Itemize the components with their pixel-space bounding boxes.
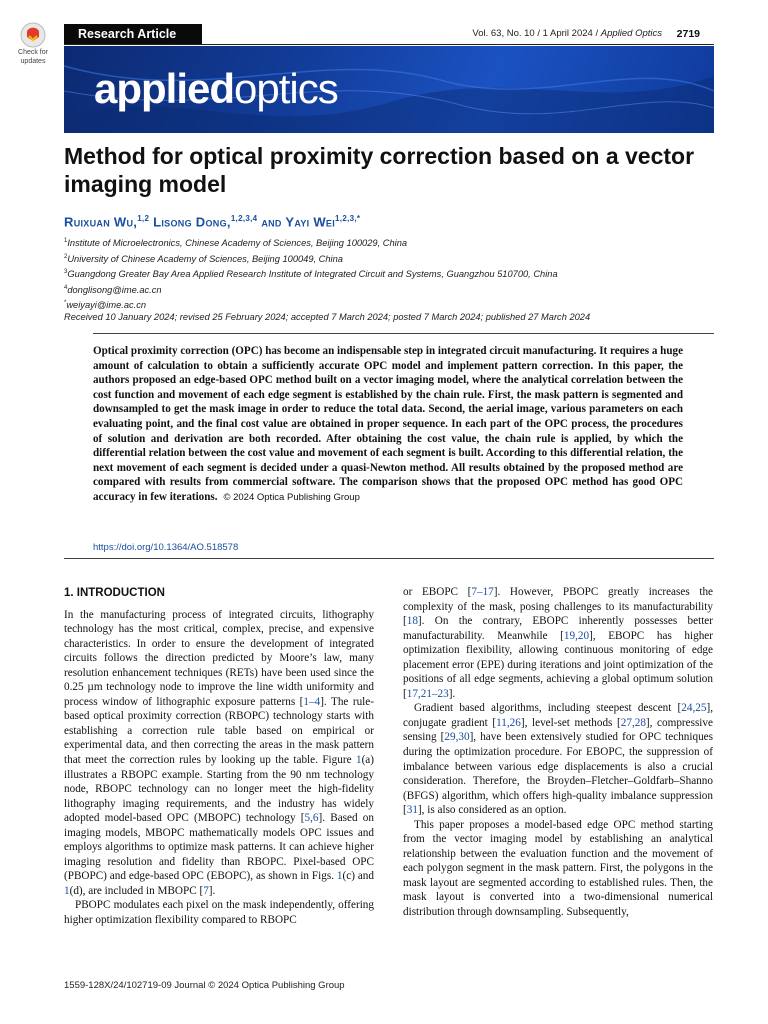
affiliation-text: Institute of Microelectronics, Chinese Academy of Sciences, Beijing 100029, China — [67, 238, 408, 249]
citation-link[interactable]: 7 — [203, 884, 209, 897]
body-paragraph — [403, 818, 713, 920]
affiliation-mark: 4 — [64, 284, 68, 291]
body-text: ]. On the contrary, EBOPC inherently possesses better manufacturability. Meanwhile [ — [403, 615, 713, 642]
body-text: PBOPC modulates each pixel on the mask independently, offering higher optimization flexibility compared to RBOPC — [64, 899, 374, 927]
author-conjunction: and — [261, 214, 282, 230]
journal-banner — [64, 46, 714, 133]
check-for-updates-icon — [20, 22, 46, 48]
citation-link[interactable]: 1 — [336, 870, 343, 883]
affiliation-item — [64, 251, 714, 267]
citation-link[interactable]: 5,6 — [304, 812, 319, 825]
body-paragraph — [64, 608, 374, 899]
body-column-left — [64, 586, 374, 928]
body-text: ]. The rule-based optical proximity correction (RBOPC) technology starts with establishing a correction rule table based on empirical or experimental data, and then correcting the areas in the mask pattern that meet the correction rules by looking up the table. Figure — [64, 695, 374, 767]
citation-link[interactable]: 31 — [406, 804, 418, 817]
email-address[interactable]: donglisong@ime.ac.cn — [67, 284, 162, 295]
check-for-updates-label-2: updates — [20, 58, 46, 65]
body-text: ], is also considered as an option. — [417, 804, 567, 817]
body-text: ]. Based on imaging models, MBOPC mathematically models OPC issues and employs algorithms to optimize mask patterns. It can achieve higher imaging resolution and fidelity than RBOPC. Pixel-based OPC (PBOPC) and edge-based OPC (EBOPC), as shown in Figs. — [64, 812, 374, 883]
affiliation-text: University of Chinese Academy of Sciences, Beijing 100049, China — [67, 253, 343, 264]
citation-link[interactable]: 19,20 — [563, 629, 590, 642]
affiliation-item[interactable] — [64, 282, 714, 298]
volume-info: Vol. 63, No. 10 / 1 April 2024 / — [472, 28, 601, 39]
affiliation-item — [64, 266, 714, 282]
logo-word-applied: applied — [94, 65, 235, 112]
author-name[interactable]: Lisong Dong, — [153, 214, 231, 230]
affiliation-mark: 2 — [64, 253, 68, 260]
body-text: This paper proposes a model-based edge OPC method starting from the vector imaging model by establishing an analytical relationship between the evaluation function and the movement of each polygon segment in the mask pattern. First, the polygons in the mask layout are segmented according to established rules. Then, the mask layout is converted into a two-dimensional numerical distribution through downsampling. Subsequently, — [403, 818, 713, 919]
body-text: or EBOPC [ — [403, 586, 472, 598]
citation-link[interactable]: 1 — [355, 754, 362, 767]
author-affiliation-marks: 1,2,3,4 — [230, 214, 258, 223]
author-affiliation-marks: 1,2 — [137, 214, 150, 223]
affiliation-text: Guangdong Greater Bay Area Applied Research Institute of Integrated Circuit and Systems, Guangzhou 510700, China — [67, 269, 558, 280]
paragraph-container — [403, 585, 713, 920]
affiliation-mark: 3 — [64, 269, 68, 276]
paragraph-container — [64, 608, 374, 928]
body-text: ], have been extensively studied for OPC techniques during the optimization procedure. For EBOPC, the suppression of imbalance between various edge displacements is also a crucial consideration. Therefore, the Broyden–Fletcher–Goldfarb–Shanno (BFGS) algorithm, which offers high-quality imbalance suppression [ — [403, 731, 713, 817]
body-column-right — [403, 585, 713, 920]
affiliation-item — [64, 235, 714, 251]
citation-link[interactable]: 1–4 — [303, 695, 321, 708]
citation-link[interactable]: 7–17 — [471, 586, 494, 598]
affiliation-mark: 1 — [64, 238, 68, 244]
citation-link[interactable]: 11,26 — [496, 716, 521, 729]
abstract-top-divider — [93, 333, 714, 334]
check-for-updates-badge[interactable] — [12, 22, 54, 66]
doi-link[interactable]: https://doi.org/10.1364/AO.518578 — [93, 542, 239, 553]
body-text: ]. — [448, 687, 456, 700]
author-affiliation-marks: 1,2,3,* — [335, 214, 361, 223]
body-paragraph — [64, 898, 374, 927]
publication-dates: Received 10 January 2024; revised 25 February 2024; accepted 7 March 2024; posted 7 March 2024; published 27 March 2024 — [64, 312, 591, 322]
affiliation-item[interactable] — [64, 297, 714, 313]
body-paragraph — [403, 701, 713, 817]
abstract — [93, 344, 683, 506]
page-footer: 1559-128X/24/102719-09 Journal © 2024 Optica Publishing Group — [64, 980, 345, 991]
body-text: (d), are included in MBOPC [ — [69, 884, 204, 897]
citation-link[interactable]: 1 — [64, 884, 70, 897]
affiliation-mark: * — [64, 300, 67, 307]
body-text: ], EBOPC has higher optimization flexibility, allowing continuous monitoring of edge placement error (EPE) during iterations and joint optimization of the positions of all edge segments, achieving a global optimum solution [ — [403, 629, 713, 700]
journal-name: Applied Optics — [600, 28, 662, 39]
journal-issue-info — [472, 24, 662, 44]
check-for-updates-label-1: Check for — [18, 49, 48, 56]
author-name[interactable]: Yayi Wei — [285, 214, 336, 230]
body-text: (a) illustrates a RBOPC example. Starting from the 90 nm technology node, RBOPC technology can no longer meet the high-fidelity lithography imaging requirements, and the industry has widely adopted model-based OPC (MBOPC) technology [ — [64, 754, 374, 825]
body-text: ], compressive sensing [ — [403, 716, 713, 744]
journal-header — [64, 24, 714, 44]
citation-link[interactable]: 29,30 — [444, 731, 470, 744]
body-text: (c) and — [342, 870, 374, 883]
article-type-label: Research Article — [64, 24, 202, 44]
body-text: ]. However, PBOPC greatly increases the complexity of the mask, posing challenges to its manufacturability [ — [403, 586, 714, 628]
journal-logo — [94, 56, 338, 122]
body-text: ]. — [208, 884, 216, 897]
body-text: ], level-set methods [ — [520, 716, 621, 729]
author-list — [64, 210, 714, 231]
copyright-notice: © 2024 Optica Publishing Group — [223, 491, 360, 503]
abstract-bottom-divider — [64, 558, 714, 559]
citation-link[interactable]: 24,25 — [681, 702, 707, 715]
body-text: ], conjugate gradient [ — [403, 702, 713, 729]
citation-link[interactable]: 18 — [406, 615, 418, 628]
citation-link[interactable]: 27,28 — [620, 716, 646, 729]
logo-word-optics: optics — [234, 65, 338, 112]
citation-link[interactable]: 17,21–23 — [406, 687, 449, 700]
author-name[interactable]: Ruixuan Wu, — [64, 214, 138, 230]
body-paragraph — [403, 585, 713, 701]
affiliation-list — [64, 235, 714, 313]
header-divider — [64, 44, 714, 45]
section-heading: 1. INTRODUCTION — [64, 587, 165, 599]
paper-title: Method for optical proximity correction based on a vector imaging model — [64, 143, 695, 197]
email-address[interactable]: weiyayi@ime.ac.cn — [66, 300, 147, 311]
abstract-text: Optical proximity correction (OPC) has become an indispensable step in integrated circuit manufacturing. It requires a huge amount of calculation to obtain a sufficiently accurate OPC model and implement pattern correction. In this paper, the authors proposed an edge-based OPC method built on a vector imaging model, where the analytical correlation between the cost function and movement of each edge segment is established by the chain rule. First, the mask pattern is segmented and downsampled to get the mask image in order to reduce the total data. Second, the aerial image, various parameters on each evaluating point, and the final cost value are obtained in proper sequence. In each part of the OPC process, the procedures of solution and derivation are both recorded. After obtaining the cost value, the chain rule is applied, by which the differential relation between the cost value and movement of each segment is built. According to this differential relation, the next movement of each segment is decided under a quasi-Newton method. All results obtained by the proposed method are compared with results from commercial software. The comparison shows that the proposed OPC method has good OPC accuracy in few iterations. — [93, 345, 683, 503]
body-text: Gradient based algorithms, including steepest descent [ — [414, 702, 682, 715]
page-number: 2719 — [676, 28, 700, 40]
body-text: In the manufacturing process of integrated circuits, lithography technology has the most critical, complex, precise, and expensive characteristics. In order to ensure the development of integrated circuits follows the direction predicted by Moore’s law, many resolution enhancement techniques (RETs) have been used since the 0.25 µm technology node to improve the line width uniformity and process window of lithographic exposure patterns [ — [64, 608, 374, 708]
